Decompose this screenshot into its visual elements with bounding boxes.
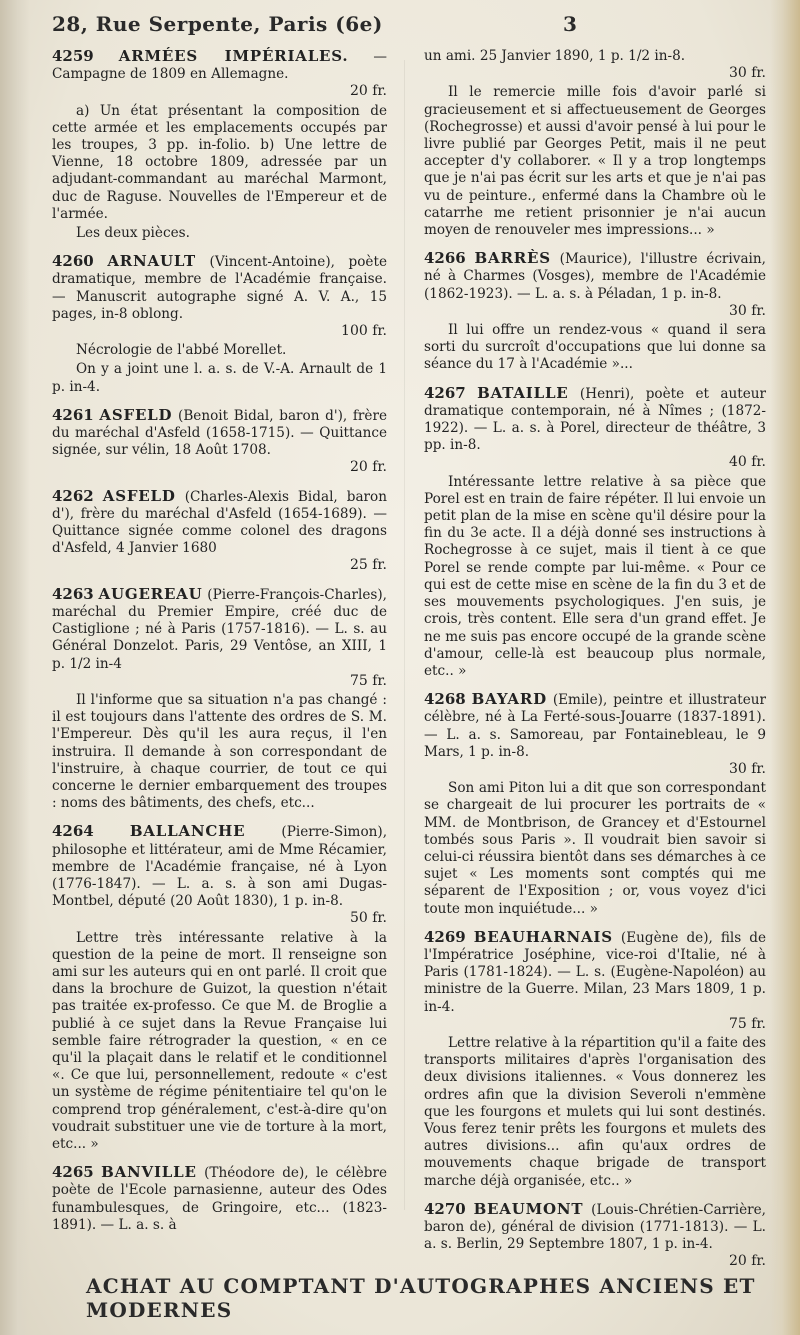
lot-number: 4266 [424,249,466,268]
entry-name: ASFELD [102,486,176,505]
catalogue-entry [52,586,387,813]
entry-note: Son ami Piton lui a dit que son correspondant se chargeait de lui procurer les portraits de « MM. de Montbrison, de Grancey et d'Estournel tombés sous Paris ». Il voudrait bien savoir si celui-ci réussira bientôt dans ses démarches à ce sujet « Les moments sont comptés qui me séparent de l'Exposition ; or, vous voyez d'ici toute mon inquiétude... » [424,780,766,917]
lot-number: 4270 [424,1199,466,1218]
entry-note: Nécrologie de l'abbé Morellet. [76,342,287,359]
entry-name: AUGEREAU [98,584,203,603]
entry-heading [424,691,766,761]
lot-number: 4262 [52,486,94,505]
lot-number: 4263 [52,584,94,603]
entry-description: un ami. 25 Janvier 1890, 1 p. 1/2 in-8. [424,48,686,64]
catalogue-entry [424,48,766,239]
entry-description: (Théodore de), le célèbre poète de l'Ecole parnasienne, auteur des Odes funambulesques, de Gringoire, etc... (1823-1891). — L. a. s. à [52,1165,387,1233]
entry-name: BANVILLE [101,1163,197,1182]
entry-price: 20 fr. [728,1253,766,1270]
entry-heading [424,385,766,455]
entry-description: (Henri), poète et auteur dramatique contemporain, né à Nîmes ; (1872-1922). — L. a. s. à Porel, directeur de théâtre, 3 pp. in-8. [424,385,767,454]
entry-note: On y a joint une l. a. s. de V.-A. Arnault de 1 p. in-4. [52,361,387,395]
running-header-address: 28, Rue Serpente, Paris (6e) [52,12,383,36]
entry-heading [424,1201,766,1254]
entry-description: — Campagne de 1809 en Allemagne. [52,49,387,83]
entry-name: ARNAULT [107,252,196,271]
lot-number: 4261 [52,405,94,424]
entry-description: (Vincent-Antoine), poète dramatique, membre de l'Académie française. — Manuscrit autographe signé A. V. A., 15 pages, in-8 oblong. [52,254,387,322]
catalogue-entry [52,48,387,242]
entry-heading [424,250,766,303]
page-edge-left [0,0,30,1335]
entry-description: (Maurice), l'illustre écrivain, né à Charmes (Vosges), membre de l'Académie (1862-1923). — L. a. s. à Péladan, 1 p. in-8. [424,251,766,302]
catalogue-entry [424,385,766,680]
entry-note: Lettre relative à la répartition qu'il a faite des transports militaires d'après l'organisation des deux divisions italiennes. « Vous donnerez les ordres afin que la division Severoli n'emmène que les fourgons et mulets qui lui sont destinés. Vous ferez tenir prêts les fourgons et mulets des autres divisions... afin qu'aux ordres de mouvements chaque brigade de transport marche déjà organisée, etc.. » [424,1034,766,1189]
entry-note: Il l'informe que sa situation n'a pas changé : il est toujours dans l'attente des ordres de S. M. l'Empereur. Dès qu'il les aura reçus, il l'en instruira. Il demande à son correspondant de l'instruire, à chaque courrier, de tout ce qui concerne le dernier embarquement des troupes : noms des bâtiments, des chefs, etc... [52,691,387,812]
lot-number: 4269 [424,927,466,946]
entry-description: (Louis-Chrétien-Carrière, baron de), général de division (1771-1813). — L. a. s. Berlin, 29 Septembre 1807, 1 p. in-4. [424,1201,767,1253]
catalogue-entry [424,250,766,373]
entry-heading [52,488,387,558]
entry-name: BARRÈS [474,249,551,268]
entry-price: 30 fr. [728,65,766,82]
lot-number: 4265 [52,1163,94,1182]
entry-price: 25 fr. [349,557,387,574]
entry-price: 75 fr. [349,672,387,689]
entry-name: BEAUHARNAIS [473,927,613,946]
entry-description: (Charles-Alexis Bidal, baron d'), frère du maréchal d'Asfeld (1654-1689). — Quittance signée comme colonel des dragons d'Asfeld, 4 Janvier 1680 [52,488,387,557]
entry-price: 20 fr. [349,459,387,476]
entry-heading [424,929,766,1016]
catalogue-entry [52,823,387,1153]
entry-description: (Benoit Bidal, baron d'), frère du maréchal d'Asfeld (1658-1715). — Quittance signée, sur vélin, 18 Août 1708. [52,407,387,459]
entry-note: Il le remercie mille fois d'avoir parlé si gracieusement et si affectueusement de Georges (Rochegrosse) et aussi d'avoir pensé à lui pour le livre publié par Georges Petit, mais il ne peut accepter d'y collaborer. « Il y a trop longtemps que je n'ai pas écrit sur les arts et que je n'ai pas vu de peinture., enfermé dans la Chambre où le catarrhe me retient prisonnier je n'ai aucun moyen de renouveler mes impressions... » [424,84,766,239]
entry-note: a) Un état présentant la composition de cette armée et les emplacements occupés par les troupes, 3 pp. in-folio. b) Une lettre de Vienne, 18 octobre 1809, adressée par un adjudant-commandant au maréchal Marmont, duc de Raguse. Nouvelles de l'Empereur et de l'armée. [52,102,387,222]
entry-name: BALLANCHE [129,822,246,841]
entry-description: (Pierre-François-Charles), maréchal du Premier Empire, créé duc de Castiglione ; né à Paris (1757-1816). — L. s. au Général Donzelot. Paris, 29 Ventôse, an XIII, 1 p. 1/2 in-4 [52,586,387,672]
lot-number: 4264 [52,822,94,841]
entry-description: (Emile), peintre et illustrateur célèbre, né à La Ferté-sous-Jouarre (1837-1891). — L. a. s. Samoreau, par Fontainebleau, le 9 Mars, 1 p. in-8. [424,692,766,760]
entry-heading [52,1164,387,1234]
catalogue-entry [424,1201,766,1271]
entry-heading [424,48,766,65]
page-edge-right [770,0,800,1335]
entry-price: 30 fr. [728,302,766,319]
entry-name: ASFELD [99,405,173,424]
entry-price: 40 fr. [728,454,766,471]
lot-number: 4259 [52,47,94,65]
footer-banner: ACHAT AU COMPTANT D'AUTOGRAPHES ANCIENS ET MODERNES [86,1274,756,1322]
entry-heading [52,823,387,910]
entry-price: 100 fr. [341,323,387,340]
entry-note: Il lui offre un rendez-vous « quand il sera sorti du surcroît d'occupations que lui donne sa séance du 17 à l'Académie »... [424,322,766,373]
entry-heading [52,586,387,673]
column-divider [404,60,405,1210]
lot-number: 4267 [424,383,466,402]
page-number: 3 [563,12,577,36]
catalogue-entry [52,253,387,396]
entry-heading [52,407,387,460]
entry-note: Les deux pièces. [76,225,190,242]
entry-name: ARMÉES IMPÉRIALES. [118,47,349,65]
catalogue-entry [52,1164,387,1234]
entry-description: (Pierre-Simon), philosophe et littérateur, ami de Mme Récamier, membre de l'Académie française, né à Lyon (1776-1847). — L. a. s. à son ami Dugas-Montbel, député (20 Août 1830), 1 p. in-8. [52,824,388,910]
lot-number: 4268 [424,690,466,709]
entry-name: BAYARD [471,690,547,709]
entry-price: 30 fr. [728,760,766,777]
entry-note: Intéressante lettre relative à sa pièce que Porel est en train de faire répéter. Il lui envoie un petit plan de la mise en scène qu'il désire pour la fin du 3e acte. Il a déjà donné ses instructions à Rochegrosse à ce sujet, mais il tient à ce que Porel se rende compte par lui-même. « Pour ce qui est de cette mise en scène de la fin du 3 et de ses mouvements psychologiques. J'en suis, je crois, très content. Elle sera d'un grand effet. Je ne me suis pas encore occupé de la grande scène d'amour, celle-là est beaucoup plus normale, etc.. » [424,473,766,679]
left-column [52,48,387,1245]
catalogue-entry [52,407,387,477]
entry-price: 20 fr. [349,83,387,100]
catalogue-entry [424,929,766,1190]
lot-number: 4260 [52,252,94,271]
entry-name: BEAUMONT [473,1199,584,1218]
entry-name: BATAILLE [477,383,569,402]
entry-heading [52,48,387,83]
entry-price: 50 fr. [349,910,387,927]
catalogue-entry [52,488,387,575]
right-column [424,48,766,1282]
entry-price: 75 fr. [728,1015,766,1032]
entry-note: Lettre très intéressante relative à la question de la peine de mort. Il renseigne son ami sur les auteurs qui en ont parlé. Il croit que dans la brochure de Guizot, la question n'était pas traitée ex-professo. Ce que M. de Broglie a publié à ce sujet dans la Revue Française lui semble faire rétrograder la question, « en ce qu'il la plaçait dans le relatif et le conditionnel «. Ce que lui, personnellement, redoute « c'est un système de régime pénitentiaire tel qu'on le comprend trop généralement, c'est-à-dire qu'on voudrait substituer une vie de torture à la mort, etc... » [52,929,387,1152]
entry-description: (Eugène de), fils de l'Impératrice Joséphine, vice-roi d'Italie, né à Paris (1781-1824). — L. s. (Eugène-Napoléon) au ministre de la Guerre. Milan, 23 Mars 1809, 1 p. in-4. [424,929,767,1015]
entry-heading [52,253,387,323]
catalogue-entry [424,691,766,918]
